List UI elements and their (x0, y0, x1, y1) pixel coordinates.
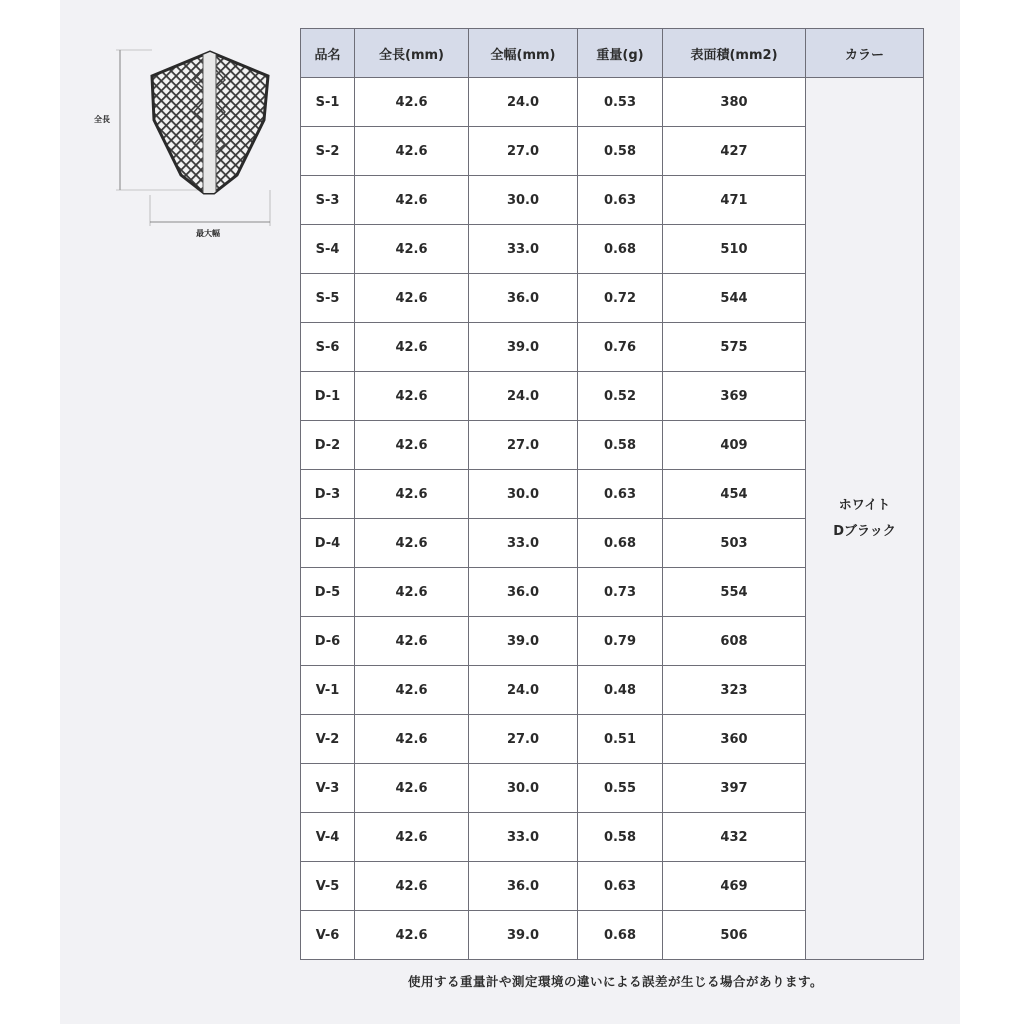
surface-area-cell: 360 (663, 715, 806, 764)
length-cell: 42.6 (355, 519, 469, 568)
weight-cell: 0.48 (578, 666, 663, 715)
width-cell: 39.0 (469, 911, 578, 960)
product-name-cell: V-1 (301, 666, 355, 715)
table-row (301, 78, 924, 127)
width-cell: 30.0 (469, 764, 578, 813)
surface-area-cell: 544 (663, 274, 806, 323)
product-name-cell: D-4 (301, 519, 355, 568)
width-cell: 39.0 (469, 323, 578, 372)
weight-cell: 0.68 (578, 911, 663, 960)
flight-shape-diagram (92, 40, 292, 250)
header-color: カラー (806, 29, 924, 78)
surface-area-cell: 380 (663, 78, 806, 127)
product-name-cell: S-5 (301, 274, 355, 323)
surface-area-cell: 397 (663, 764, 806, 813)
surface-area-cell: 506 (663, 911, 806, 960)
weight-cell: 0.55 (578, 764, 663, 813)
product-name-cell: V-5 (301, 862, 355, 911)
product-name-cell: D-2 (301, 421, 355, 470)
width-label: 最大幅 (196, 229, 220, 238)
header-weight: 重量(g) (578, 29, 663, 78)
weight-cell: 0.52 (578, 372, 663, 421)
width-cell: 30.0 (469, 176, 578, 225)
weight-cell: 0.68 (578, 225, 663, 274)
length-cell: 42.6 (355, 421, 469, 470)
length-cell: 42.6 (355, 274, 469, 323)
header-product-name: 品名 (301, 29, 355, 78)
width-cell: 24.0 (469, 666, 578, 715)
weight-cell: 0.53 (578, 78, 663, 127)
table-body (301, 78, 924, 960)
product-name-cell: V-2 (301, 715, 355, 764)
weight-cell: 0.63 (578, 176, 663, 225)
width-cell: 36.0 (469, 274, 578, 323)
product-name-cell: D-1 (301, 372, 355, 421)
flight-shape-illustration (92, 40, 292, 250)
length-cell: 42.6 (355, 813, 469, 862)
width-cell: 24.0 (469, 372, 578, 421)
length-cell: 42.6 (355, 225, 469, 274)
product-name-cell: S-6 (301, 323, 355, 372)
weight-cell: 0.63 (578, 862, 663, 911)
width-cell: 33.0 (469, 519, 578, 568)
height-label: 全長 (94, 115, 110, 124)
length-cell: 42.6 (355, 323, 469, 372)
weight-cell: 0.73 (578, 568, 663, 617)
product-name-cell: D-6 (301, 617, 355, 666)
surface-area-cell: 575 (663, 323, 806, 372)
weight-cell: 0.51 (578, 715, 663, 764)
header-surface-area: 表面積(mm2) (663, 29, 806, 78)
width-cell: 27.0 (469, 715, 578, 764)
surface-area-cell: 554 (663, 568, 806, 617)
length-cell: 42.6 (355, 127, 469, 176)
width-cell: 24.0 (469, 78, 578, 127)
length-cell: 42.6 (355, 862, 469, 911)
width-cell: 39.0 (469, 617, 578, 666)
surface-area-cell: 432 (663, 813, 806, 862)
product-name-cell: S-1 (301, 78, 355, 127)
surface-area-cell: 469 (663, 862, 806, 911)
width-cell: 33.0 (469, 225, 578, 274)
length-cell: 42.6 (355, 176, 469, 225)
weight-cell: 0.72 (578, 274, 663, 323)
surface-area-cell: 454 (663, 470, 806, 519)
product-name-cell: S-4 (301, 225, 355, 274)
product-name-cell: D-5 (301, 568, 355, 617)
color-option-white: ホワイト (838, 497, 891, 513)
width-cell: 30.0 (469, 470, 578, 519)
weight-cell: 0.63 (578, 470, 663, 519)
surface-area-cell: 471 (663, 176, 806, 225)
color-cell (806, 78, 924, 960)
surface-area-cell: 427 (663, 127, 806, 176)
weight-cell: 0.68 (578, 519, 663, 568)
product-name-cell: V-4 (301, 813, 355, 862)
color-option-dblack: Dブラック (833, 523, 896, 539)
weight-cell: 0.58 (578, 127, 663, 176)
product-name-cell: V-6 (301, 911, 355, 960)
spec-table (300, 28, 924, 960)
header-length: 全長(mm) (355, 29, 469, 78)
product-name-cell: S-3 (301, 176, 355, 225)
measurement-note: 使用する重量計や測定環境の違いによる誤差が生じる場合があります。 (408, 974, 824, 989)
length-cell: 42.6 (355, 470, 469, 519)
width-cell: 36.0 (469, 862, 578, 911)
length-cell: 42.6 (355, 568, 469, 617)
width-cell: 27.0 (469, 127, 578, 176)
length-cell: 42.6 (355, 372, 469, 421)
weight-cell: 0.58 (578, 421, 663, 470)
product-name-cell: D-3 (301, 470, 355, 519)
weight-cell: 0.58 (578, 813, 663, 862)
length-cell: 42.6 (355, 764, 469, 813)
product-name-cell: S-2 (301, 127, 355, 176)
width-cell: 36.0 (469, 568, 578, 617)
length-cell: 42.6 (355, 911, 469, 960)
surface-area-cell: 323 (663, 666, 806, 715)
surface-area-cell: 510 (663, 225, 806, 274)
surface-area-cell: 608 (663, 617, 806, 666)
weight-cell: 0.76 (578, 323, 663, 372)
length-cell: 42.6 (355, 666, 469, 715)
width-cell: 33.0 (469, 813, 578, 862)
weight-cell: 0.79 (578, 617, 663, 666)
length-cell: 42.6 (355, 715, 469, 764)
surface-area-cell: 409 (663, 421, 806, 470)
length-cell: 42.6 (355, 617, 469, 666)
product-name-cell: V-3 (301, 764, 355, 813)
surface-area-cell: 369 (663, 372, 806, 421)
table-header-row (301, 29, 924, 78)
width-cell: 27.0 (469, 421, 578, 470)
length-cell: 42.6 (355, 78, 469, 127)
surface-area-cell: 503 (663, 519, 806, 568)
header-width: 全幅(mm) (469, 29, 578, 78)
